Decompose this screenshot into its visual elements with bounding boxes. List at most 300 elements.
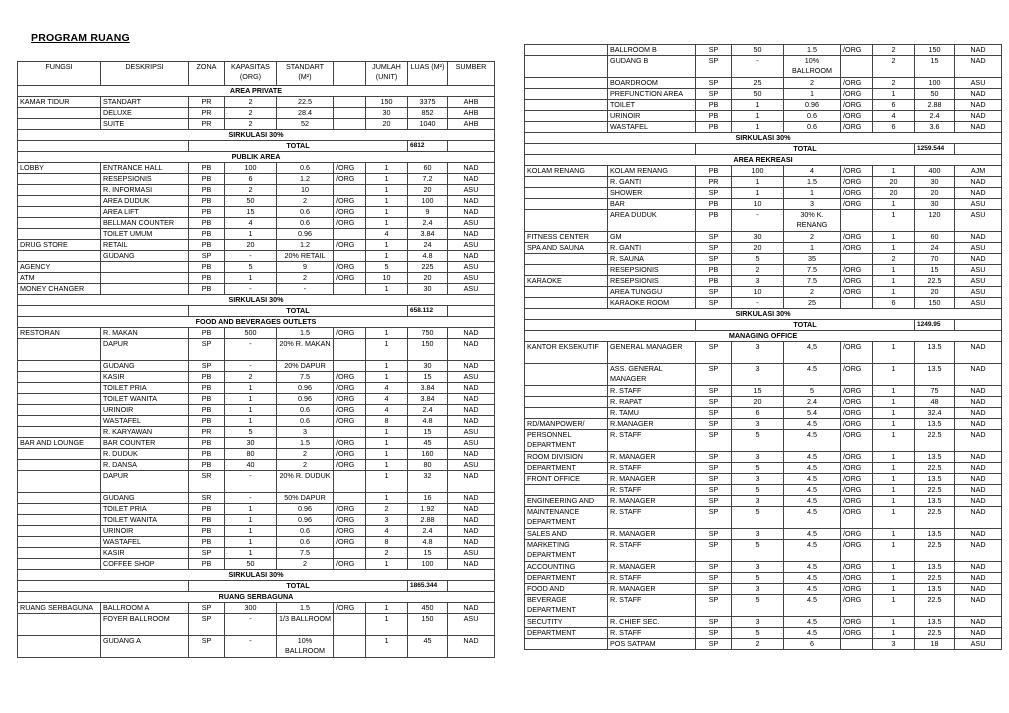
table-row [18,383,495,394]
table-cell: 5 [366,262,408,273]
table-cell: KOLAM RENANG [608,166,696,177]
table-cell: AJM [955,166,1002,177]
table-cell: SP [189,548,225,559]
table-cell: /ORG [841,584,873,595]
table-cell: PB [189,515,225,526]
table-cell: PB [189,163,225,174]
table-cell: /ORG [334,515,366,526]
table-cell [525,56,608,78]
total-spacer [448,141,495,152]
table-cell: NAD [955,463,1002,474]
table-cell: /ORG [841,507,873,529]
table-cell: NAD [955,430,1002,452]
table-cell: 2 [225,108,277,119]
total-row [18,141,495,152]
table-cell: - [732,298,784,309]
table-cell: 20 [873,188,915,199]
table-cell: 75 [915,386,955,397]
table-cell: /ORG [841,111,873,122]
table-cell: SPA AND SAUNA [525,243,608,254]
table-cell: SP [696,485,732,496]
table-cell: 3 [732,474,784,485]
circulation-label: SIRKULASI 30% [18,130,495,141]
circulation-label: SIRKULASI 30% [525,133,1002,144]
table-cell: 1 [873,540,915,562]
table-cell [525,298,608,309]
table-cell: - [225,614,277,636]
table-cell: SR [189,471,225,493]
table-cell: 0.96 [277,504,334,515]
table-cell: 45 [408,636,448,658]
table-cell: RESEPSIONIS [608,265,696,276]
table-cell: /ORG [334,218,366,229]
table-cell: 50 [225,196,277,207]
table-cell: ASU [448,262,495,273]
table-cell: 1 [873,485,915,496]
table-cell: - [225,493,277,504]
table-cell: ASU [955,243,1002,254]
table-row [525,595,1002,617]
total-label: TOTAL [189,141,408,152]
table-cell: PR [189,427,225,438]
table-cell: RETAIL [101,240,189,251]
table-cell: SP [696,529,732,540]
table-cell: 0.6 [277,537,334,548]
total-spacer [18,141,189,152]
table-cell: R. MANAGER [608,452,696,463]
table-cell: NAD [448,251,495,262]
table-cell: SP [696,298,732,309]
table-row [525,100,1002,111]
table-cell: - [732,210,784,232]
total-spacer [18,581,189,592]
table-cell: ASU [448,427,495,438]
table-cell: 1 [366,559,408,570]
table-cell: 2.88 [915,100,955,111]
table-cell: 3 [732,496,784,507]
table-cell: 1 [873,507,915,529]
table-cell: TOILET WANITA [101,394,189,405]
table-cell: /ORG [334,405,366,416]
table-cell: PB [189,383,225,394]
table-cell: 4 [225,218,277,229]
table-cell: 1 [366,614,408,636]
table-cell [18,504,101,515]
table-cell: GM [608,232,696,243]
table-cell: PR [696,177,732,188]
table-cell: 150 [408,339,448,361]
column-header: JUMLAH (UNIT) [366,62,408,86]
table-cell: 1 [366,636,408,658]
table-cell: /ORG [841,397,873,408]
table-cell: 15 [408,427,448,438]
table-cell: ASU [955,276,1002,287]
total-spacer [448,306,495,317]
table-cell [525,177,608,188]
table-cell: NAD [955,342,1002,364]
table-cell: 1 [366,460,408,471]
table-cell: 1 [225,548,277,559]
table-cell: RD/MANPOWER/ [525,419,608,430]
table-cell: 15 [915,265,955,276]
table-cell: 10 [732,199,784,210]
table-cell: SP [696,430,732,452]
table-cell: KAMAR TIDUR [18,97,101,108]
table-cell [841,210,873,232]
table-cell: RESEPSIONIS [101,174,189,185]
table-row [18,218,495,229]
table-row [525,232,1002,243]
table-cell: KOLAM RENANG [525,166,608,177]
table-cell: 3 [784,199,841,210]
table-cell: PB [189,328,225,339]
table-cell: ASU [448,460,495,471]
table-cell: TOILET UMUM [101,229,189,240]
table-cell: NAD [955,56,1002,78]
table-cell: 1 [732,111,784,122]
table-cell: 1 [366,427,408,438]
table-cell: SP [696,364,732,386]
table-cell: /ORG [841,45,873,56]
table-cell: 2.4 [408,526,448,537]
table-cell: 4 [366,394,408,405]
table-cell [18,449,101,460]
table-cell: 100 [408,196,448,207]
total-label: TOTAL [189,581,408,592]
table-cell [841,56,873,78]
table-cell: 22.5 [915,485,955,496]
table-cell: NAD [448,603,495,614]
table-cell: SP [696,639,732,650]
table-cell [525,485,608,496]
table-cell: NAD [955,111,1002,122]
table-cell: 2 [366,504,408,515]
table-cell: 1.5 [277,603,334,614]
table-cell: 2 [873,78,915,89]
table-cell [334,361,366,372]
table-cell: URINOIR [101,405,189,416]
table-cell: 1 [873,408,915,419]
table-cell [334,284,366,295]
table-cell: 1 [873,199,915,210]
table-cell: 4.5 [784,485,841,496]
total-value: 6812 [408,141,448,152]
table-cell: PB [189,262,225,273]
table-cell: 4.5 [784,628,841,639]
table-cell: 3.84 [408,383,448,394]
table-cell: 1 [225,526,277,537]
table-cell: 3 [873,639,915,650]
table-cell: 2.4 [915,111,955,122]
table-cell [18,361,101,372]
table-cell: NAD [448,207,495,218]
table-row [525,496,1002,507]
table-cell: 0.96 [277,515,334,526]
table-cell: 30 [915,177,955,188]
table-cell [525,210,608,232]
table-cell: R. STAFF [608,507,696,529]
table-cell [18,174,101,185]
table-cell [525,287,608,298]
table-row [525,265,1002,276]
table-cell: 80 [408,460,448,471]
total-label: TOTAL [189,306,408,317]
table-cell: NAD [955,364,1002,386]
table-cell: 9 [277,262,334,273]
table-cell: SP [696,386,732,397]
table-cell: R. SAUNA [608,254,696,265]
table-cell: PB [696,166,732,177]
table-cell: DAPUR [101,339,189,361]
table-cell: /ORG [841,529,873,540]
table-cell: WASTAFEL [101,537,189,548]
table-cell: /ORG [334,603,366,614]
table-cell: ASU [955,287,1002,298]
table-cell: 1.5 [277,438,334,449]
table-cell: 20 [732,243,784,254]
table-row [18,416,495,427]
column-header: KAPASITAS (ORG) [225,62,277,86]
table-cell: NAD [955,617,1002,628]
table-cell: /ORG [334,537,366,548]
table-cell: NAD [955,485,1002,496]
table-cell: WASTAFEL [608,122,696,133]
table-cell: SR [189,493,225,504]
table-cell: 0.96 [277,394,334,405]
table-cell: 1.5 [784,45,841,56]
table-cell: 1 [225,383,277,394]
table-cell [841,639,873,650]
table-cell: 1 [366,251,408,262]
total-value: 1865.344 [408,581,448,592]
table-cell: 2 [225,119,277,130]
table-cell: DEPARTMENT [525,628,608,639]
table-cell: 0.96 [277,383,334,394]
table-cell: /ORG [334,504,366,515]
table-cell: /ORG [841,617,873,628]
table-cell: /ORG [841,562,873,573]
table-cell [18,526,101,537]
table-cell: 50 [225,559,277,570]
table-cell: 10 [366,273,408,284]
table-cell: SP [696,232,732,243]
table-cell: NAD [448,328,495,339]
table-cell: 40 [225,460,277,471]
column-header: ZONA [189,62,225,86]
table-cell: PB [189,537,225,548]
table-cell: 20% DAPUR [277,361,334,372]
table-cell: 7.5 [784,276,841,287]
table-cell: 24 [408,240,448,251]
table-cell: R. STAFF [608,573,696,584]
table-cell: 22.5 [915,507,955,529]
table-cell: 5.4 [784,408,841,419]
table-cell: 20% RETAIL [277,251,334,262]
table-cell: 1 [873,573,915,584]
table-row [18,405,495,416]
table-row [18,361,495,372]
table-cell: PB [696,276,732,287]
table-cell: DAPUR [101,471,189,493]
table-cell: 30 [366,108,408,119]
total-row [525,320,1002,331]
table-row [525,430,1002,452]
table-row [525,111,1002,122]
table-cell: ACCOUNTING [525,562,608,573]
table-row [525,639,1002,650]
table-cell: 13.5 [915,584,955,595]
table-cell: 2 [732,265,784,276]
table-cell: 4,5 [784,342,841,364]
table-cell: /ORG [334,449,366,460]
table-cell: PB [189,449,225,460]
table-cell: 2 [277,559,334,570]
table-cell: TOILET PRIA [101,504,189,515]
table-cell: ASU [955,298,1002,309]
table-cell: PB [696,265,732,276]
table-cell: NAD [955,397,1002,408]
table-row [18,427,495,438]
table-cell: SP [696,595,732,617]
table-cell: NAD [448,405,495,416]
table-cell: POS SATPAM [608,639,696,650]
table-row [18,559,495,570]
table-cell: 1 [366,471,408,493]
table-cell: 30 [408,284,448,295]
table-cell: 35 [784,254,841,265]
table-cell: 1 [784,188,841,199]
table-cell [334,636,366,658]
table-cell: 4.5 [784,573,841,584]
total-row [525,144,1002,155]
table-row [18,471,495,493]
table-row [18,196,495,207]
table-cell: 2 [277,196,334,207]
table-cell: PB [189,526,225,537]
table-row [18,394,495,405]
table-cell: 4 [366,383,408,394]
table-cell: NAD [955,507,1002,529]
table-cell: AREA TUNGGU [608,287,696,298]
table-cell: 400 [915,166,955,177]
table-cell: 100 [225,163,277,174]
table-row [18,614,495,636]
table-cell: 5 [732,254,784,265]
column-header: FUNGSI [18,62,101,86]
table-row [525,507,1002,529]
table-cell: /ORG [841,166,873,177]
table-cell: SP [189,614,225,636]
table-cell: - [225,361,277,372]
table-cell [18,537,101,548]
table-cell: NAD [955,474,1002,485]
column-header [334,62,366,86]
table-cell: 20 [732,397,784,408]
table-cell: PB [696,210,732,232]
table-cell: 750 [408,328,448,339]
table-cell: 1 [225,504,277,515]
circulation-label: SIRKULASI 30% [18,570,495,581]
table-cell: NAD [955,177,1002,188]
table-row [18,438,495,449]
table-cell: 30 [915,199,955,210]
table-cell: 18 [915,639,955,650]
table-cell: 4.5 [784,430,841,452]
table-cell: NAD [955,122,1002,133]
table-cell: 1 [873,562,915,573]
table-row [525,243,1002,254]
table-cell: 120 [915,210,955,232]
table-cell [18,251,101,262]
table-cell: 1 [225,229,277,240]
table-cell: 500 [225,328,277,339]
table-cell: /ORG [841,463,873,474]
table-cell: /ORG [841,408,873,419]
table-cell: 1 [784,243,841,254]
table-cell: 13.5 [915,419,955,430]
table-cell: 2 [277,273,334,284]
table-cell: 2 [873,254,915,265]
table-cell: 4.5 [784,452,841,463]
table-cell [101,273,189,284]
table-cell: FOYER BALLROOM [101,614,189,636]
table-cell: 1 [873,474,915,485]
table-cell: 15 [408,548,448,559]
table-cell: MARKETING DEPARTMENT [525,540,608,562]
table-cell: /ORG [841,188,873,199]
table-cell: 2.4 [408,218,448,229]
table-cell: SP [696,562,732,573]
table-cell: /ORG [334,196,366,207]
table-cell: NAD [955,408,1002,419]
table-cell: 1 [873,419,915,430]
table-cell: 10% BALLROOM [784,56,841,78]
table-cell: 2 [225,97,277,108]
table-cell [18,196,101,207]
table-cell: 3 [366,515,408,526]
table-cell [841,298,873,309]
table-cell: /ORG [841,89,873,100]
table-cell: 150 [915,298,955,309]
table-cell: /ORG [334,438,366,449]
table-row [525,562,1002,573]
table-cell: /ORG [334,460,366,471]
table-cell: KASIR [101,372,189,383]
table-cell: 1.5 [277,328,334,339]
table-cell: 3 [732,419,784,430]
table-cell: /ORG [841,199,873,210]
table-cell: 22.5 [915,276,955,287]
table-cell: 150 [915,45,955,56]
table-cell: 8 [366,416,408,427]
table-cell: 4.8 [408,416,448,427]
table-cell [334,339,366,361]
table-cell: FRONT OFFICE [525,474,608,485]
table-cell: 5 [732,507,784,529]
table-cell: ASU [448,240,495,251]
table-cell: /ORG [334,416,366,427]
table-cell: 1.2 [277,174,334,185]
table-cell: 1 [366,174,408,185]
table-cell: SALES AND [525,529,608,540]
table-cell: AGENCY [18,262,101,273]
table-cell: PB [189,559,225,570]
table-cell: 1 [225,394,277,405]
table-cell: 2.4 [784,397,841,408]
table-cell: 13.5 [915,562,955,573]
table-row [18,229,495,240]
table-cell: BALLROOM A [101,603,189,614]
